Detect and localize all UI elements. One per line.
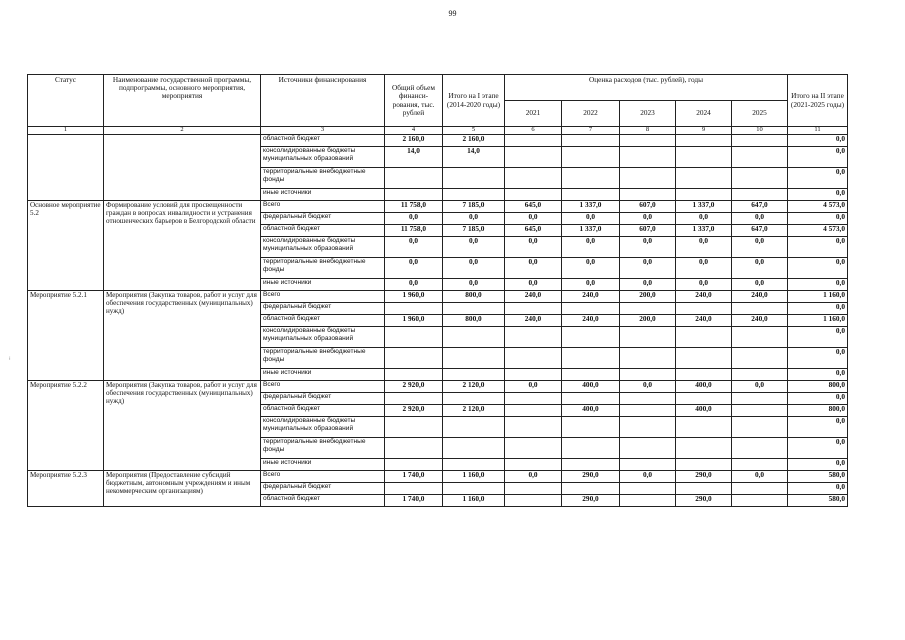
column-number: 2 — [104, 127, 261, 135]
amount-cell: 0,0 — [676, 236, 732, 257]
amount-cell — [505, 494, 562, 506]
stage2-total-cell: 4 573,0 — [788, 200, 848, 212]
amount-cell — [676, 392, 732, 404]
amount-cell: 200,0 — [620, 290, 676, 302]
amount-cell: 0,0 — [732, 278, 788, 290]
amount-cell: 290,0 — [562, 494, 620, 506]
amount-cell — [505, 134, 562, 146]
amount-cell: 2 120,0 — [443, 404, 505, 416]
amount-cell — [620, 416, 676, 437]
amount-cell: 0,0 — [385, 257, 443, 278]
amount-cell: 11 758,0 — [385, 224, 443, 236]
amount-cell — [443, 416, 505, 437]
amount-cell: 0,0 — [732, 236, 788, 257]
amount-cell — [620, 302, 676, 314]
header-year: 2024 — [676, 101, 732, 127]
header-status: Статус — [28, 75, 104, 127]
table-row — [28, 134, 848, 146]
amount-cell — [732, 347, 788, 368]
amount-cell: 400,0 — [562, 380, 620, 392]
column-number: 4 — [385, 127, 443, 135]
column-number: 1 — [28, 127, 104, 135]
amount-cell — [676, 302, 732, 314]
amount-cell: 1 337,0 — [562, 224, 620, 236]
amount-cell: 0,0 — [620, 236, 676, 257]
amount-cell: 0,0 — [443, 257, 505, 278]
funding-source: федеральный бюджет — [261, 482, 385, 494]
amount-cell — [620, 188, 676, 200]
amount-cell — [505, 392, 562, 404]
amount-cell — [385, 326, 443, 347]
header-total-volume: Общий объем финанси-рования, тыс. рублей — [385, 75, 443, 127]
amount-cell: 0,0 — [732, 212, 788, 224]
amount-cell: 0,0 — [676, 212, 732, 224]
amount-cell — [620, 134, 676, 146]
amount-cell: 0,0 — [676, 278, 732, 290]
funding-source: консолидированные бюджеты муниципальных образований — [261, 146, 385, 167]
amount-cell: 0,0 — [620, 257, 676, 278]
amount-cell — [562, 392, 620, 404]
amount-cell — [385, 347, 443, 368]
amount-cell: 0,0 — [443, 278, 505, 290]
stage2-total-cell: 0,0 — [788, 347, 848, 368]
amount-cell — [620, 326, 676, 347]
stage2-total-cell: 1 160,0 — [788, 290, 848, 302]
amount-cell — [505, 167, 562, 188]
funding-source: иные источники — [261, 278, 385, 290]
amount-cell — [562, 347, 620, 368]
amount-cell: 240,0 — [676, 314, 732, 326]
amount-cell: 0,0 — [505, 236, 562, 257]
stage2-total-cell: 800,0 — [788, 380, 848, 392]
funding-source: консолидированные бюджеты муниципальных образований — [261, 236, 385, 257]
amount-cell — [676, 416, 732, 437]
stage2-total-cell: 0,0 — [788, 458, 848, 470]
funding-source: федеральный бюджет — [261, 212, 385, 224]
amount-cell — [620, 494, 676, 506]
amount-cell: 1 337,0 — [676, 200, 732, 212]
amount-cell — [732, 416, 788, 437]
table-row — [28, 380, 848, 392]
amount-cell — [562, 482, 620, 494]
amount-cell: 0,0 — [620, 380, 676, 392]
table-header — [28, 75, 848, 135]
header-stage1: Итого на I этапе (2014-2020 годы) — [443, 75, 505, 127]
amount-cell: 0,0 — [505, 380, 562, 392]
funding-source: федеральный бюджет — [261, 302, 385, 314]
stage2-total-cell: 0,0 — [788, 278, 848, 290]
amount-cell: 0,0 — [732, 257, 788, 278]
amount-cell — [443, 302, 505, 314]
column-number: 3 — [261, 127, 385, 135]
amount-cell — [443, 392, 505, 404]
row-status: Мероприятие 5.2.2 — [28, 380, 104, 470]
amount-cell: 240,0 — [676, 290, 732, 302]
amount-cell — [562, 134, 620, 146]
stage2-total-cell: 0,0 — [788, 326, 848, 347]
amount-cell: 240,0 — [562, 314, 620, 326]
amount-cell — [732, 458, 788, 470]
amount-cell: 0,0 — [620, 470, 676, 482]
column-number: 9 — [676, 127, 732, 135]
header-year: 2025 — [732, 101, 788, 127]
amount-cell: 0,0 — [620, 278, 676, 290]
amount-cell — [443, 482, 505, 494]
amount-cell — [385, 416, 443, 437]
amount-cell: 240,0 — [505, 314, 562, 326]
amount-cell — [732, 188, 788, 200]
funding-source: Всего — [261, 290, 385, 302]
amount-cell — [620, 368, 676, 380]
amount-cell: 240,0 — [562, 290, 620, 302]
amount-cell — [562, 146, 620, 167]
funding-source: консолидированные бюджеты муниципальных образований — [261, 416, 385, 437]
amount-cell — [676, 188, 732, 200]
row-program-name: Формирование условий для просвещенности граждан в вопросах инвалидности и устранения отношенческих барьеров в Белгородской области — [104, 200, 261, 290]
column-number: 7 — [562, 127, 620, 135]
stage2-total-cell: 580,0 — [788, 494, 848, 506]
column-number: 10 — [732, 127, 788, 135]
stage2-total-cell: 0,0 — [788, 146, 848, 167]
amount-cell — [620, 437, 676, 458]
column-number: 8 — [620, 127, 676, 135]
amount-cell — [385, 167, 443, 188]
amount-cell: 7 185,0 — [443, 200, 505, 212]
stage2-total-cell: 0,0 — [788, 392, 848, 404]
column-number: 5 — [443, 127, 505, 135]
amount-cell: 0,0 — [676, 257, 732, 278]
amount-cell: 290,0 — [676, 470, 732, 482]
amount-cell — [620, 482, 676, 494]
amount-cell — [620, 404, 676, 416]
funding-source: консолидированные бюджеты муниципальных образований — [261, 326, 385, 347]
amount-cell — [732, 392, 788, 404]
amount-cell: 0,0 — [562, 278, 620, 290]
amount-cell — [732, 368, 788, 380]
amount-cell: 607,0 — [620, 200, 676, 212]
amount-cell — [443, 326, 505, 347]
amount-cell — [505, 482, 562, 494]
amount-cell: 607,0 — [620, 224, 676, 236]
table-row — [28, 470, 848, 482]
amount-cell — [732, 326, 788, 347]
header-year: 2022 — [562, 101, 620, 127]
amount-cell: 2 120,0 — [443, 380, 505, 392]
stage2-total-cell: 1 160,0 — [788, 314, 848, 326]
funding-source: федеральный бюджет — [261, 392, 385, 404]
stage2-total-cell: 0,0 — [788, 257, 848, 278]
row-status: Основное мероприятие 5.2 — [28, 200, 104, 290]
amount-cell — [732, 167, 788, 188]
stage2-total-cell: 0,0 — [788, 482, 848, 494]
amount-cell: 1 740,0 — [385, 494, 443, 506]
amount-cell — [443, 347, 505, 368]
funding-source: иные источники — [261, 458, 385, 470]
amount-cell — [732, 302, 788, 314]
amount-cell: 1 337,0 — [676, 224, 732, 236]
amount-cell: 0,0 — [562, 257, 620, 278]
amount-cell: 400,0 — [676, 380, 732, 392]
row-status: Мероприятие 5.2.1 — [28, 290, 104, 380]
amount-cell: 645,0 — [505, 200, 562, 212]
funding-source: иные источники — [261, 368, 385, 380]
amount-cell — [443, 368, 505, 380]
amount-cell — [732, 404, 788, 416]
amount-cell: 0,0 — [505, 257, 562, 278]
stage2-total-cell: 800,0 — [788, 404, 848, 416]
column-number: 6 — [505, 127, 562, 135]
table-row — [28, 200, 848, 212]
amount-cell — [562, 437, 620, 458]
funding-source: территориальные внебюджетные фонды — [261, 257, 385, 278]
row-program-name: Мероприятия (Закупка товаров, работ и услуг для обеспечения государственных (муниципальных) нужд) — [104, 380, 261, 470]
amount-cell — [732, 134, 788, 146]
amount-cell: 0,0 — [505, 278, 562, 290]
amount-cell — [562, 167, 620, 188]
row-program-name — [104, 134, 261, 200]
amount-cell — [385, 302, 443, 314]
funding-source: территориальные внебюджетные фонды — [261, 347, 385, 368]
amount-cell — [505, 188, 562, 200]
header-stage2: Итого на II этапе (2021-2025 годы) — [788, 75, 848, 127]
header-year: 2021 — [505, 101, 562, 127]
amount-cell: 1 160,0 — [443, 494, 505, 506]
stage2-total-cell: 0,0 — [788, 302, 848, 314]
amount-cell: 0,0 — [385, 278, 443, 290]
amount-cell: 0,0 — [620, 212, 676, 224]
row-program-name: Мероприятия (Предоставление субсидий бюджетным, автономным учреждениям и иным некоммерческим организациям) — [104, 470, 261, 506]
amount-cell — [732, 437, 788, 458]
header-estimate: Оценка расходов (тыс. рублей), годы — [505, 75, 788, 101]
amount-cell — [676, 326, 732, 347]
row-program-name: Мероприятия (Закупка товаров, работ и услуг для обеспечения государственных (муниципальных) нужд) — [104, 290, 261, 380]
funding-source: областной бюджет — [261, 494, 385, 506]
column-numbers-row — [28, 127, 848, 135]
amount-cell: 2 920,0 — [385, 380, 443, 392]
amount-cell — [505, 416, 562, 437]
amount-cell — [505, 302, 562, 314]
amount-cell — [443, 188, 505, 200]
amount-cell: 0,0 — [443, 236, 505, 257]
amount-cell — [385, 188, 443, 200]
amount-cell: 645,0 — [505, 224, 562, 236]
amount-cell: 400,0 — [562, 404, 620, 416]
funding-source: областной бюджет — [261, 404, 385, 416]
amount-cell: 290,0 — [562, 470, 620, 482]
amount-cell: 2 920,0 — [385, 404, 443, 416]
amount-cell — [443, 458, 505, 470]
funding-source: областной бюджет — [261, 314, 385, 326]
amount-cell — [732, 494, 788, 506]
budget-table — [27, 74, 848, 507]
funding-source: Всего — [261, 470, 385, 482]
amount-cell: 7 185,0 — [443, 224, 505, 236]
amount-cell: 0,0 — [505, 470, 562, 482]
amount-cell: 0,0 — [385, 236, 443, 257]
stage2-total-cell: 0,0 — [788, 236, 848, 257]
amount-cell — [676, 347, 732, 368]
amount-cell — [562, 458, 620, 470]
amount-cell: 400,0 — [676, 404, 732, 416]
amount-cell: 2 160,0 — [443, 134, 505, 146]
amount-cell: 1 960,0 — [385, 290, 443, 302]
amount-cell — [385, 392, 443, 404]
stage2-total-cell: 0,0 — [788, 188, 848, 200]
amount-cell: 0,0 — [562, 212, 620, 224]
amount-cell — [676, 146, 732, 167]
amount-cell: 290,0 — [676, 494, 732, 506]
amount-cell — [443, 437, 505, 458]
amount-cell — [676, 437, 732, 458]
amount-cell: 240,0 — [505, 290, 562, 302]
amount-cell: 14,0 — [443, 146, 505, 167]
row-status: Мероприятие 5.2.3 — [28, 470, 104, 506]
amount-cell: 1 337,0 — [562, 200, 620, 212]
amount-cell — [505, 404, 562, 416]
amount-cell — [505, 146, 562, 167]
amount-cell — [562, 326, 620, 347]
funding-source: Всего — [261, 380, 385, 392]
amount-cell — [676, 368, 732, 380]
stage2-total-cell: 0,0 — [788, 416, 848, 437]
funding-source: иные источники — [261, 188, 385, 200]
amount-cell: 800,0 — [443, 314, 505, 326]
amount-cell — [620, 392, 676, 404]
funding-source: территориальные внебюджетные фонды — [261, 437, 385, 458]
amount-cell: 1 160,0 — [443, 470, 505, 482]
amount-cell: 0,0 — [562, 236, 620, 257]
stage2-total-cell: 580,0 — [788, 470, 848, 482]
amount-cell: 14,0 — [385, 146, 443, 167]
amount-cell: 11 758,0 — [385, 200, 443, 212]
amount-cell — [505, 347, 562, 368]
amount-cell — [620, 347, 676, 368]
column-number: 11 — [788, 127, 848, 135]
stage2-total-cell: 0,0 — [788, 167, 848, 188]
amount-cell — [620, 167, 676, 188]
amount-cell — [443, 167, 505, 188]
amount-cell: 200,0 — [620, 314, 676, 326]
amount-cell: 0,0 — [505, 212, 562, 224]
amount-cell — [505, 326, 562, 347]
stage2-total-cell: 0,0 — [788, 212, 848, 224]
stage2-total-cell: 0,0 — [788, 368, 848, 380]
table-row — [28, 290, 848, 302]
row-status — [28, 134, 104, 200]
funding-source: территориальные внебюджетные фонды — [261, 167, 385, 188]
header-year: 2023 — [620, 101, 676, 127]
amount-cell — [505, 368, 562, 380]
funding-source: областной бюджет — [261, 134, 385, 146]
amount-cell — [385, 458, 443, 470]
amount-cell: 240,0 — [732, 290, 788, 302]
amount-cell — [505, 437, 562, 458]
amount-cell — [620, 458, 676, 470]
amount-cell: 647,0 — [732, 200, 788, 212]
funding-source: Всего — [261, 200, 385, 212]
amount-cell: 647,0 — [732, 224, 788, 236]
amount-cell: 1 740,0 — [385, 470, 443, 482]
header-name: Наименование государственной программы, подпрограммы, основного мероприятия, мероприятия — [104, 75, 261, 127]
amount-cell: 0,0 — [732, 380, 788, 392]
amount-cell — [562, 188, 620, 200]
stage2-total-cell: 4 573,0 — [788, 224, 848, 236]
amount-cell — [676, 482, 732, 494]
funding-source: областной бюджет — [261, 224, 385, 236]
stage2-total-cell: 0,0 — [788, 134, 848, 146]
amount-cell: 0,0 — [443, 212, 505, 224]
scan-artifact: ⁝ — [9, 357, 11, 362]
amount-cell — [385, 482, 443, 494]
amount-cell — [385, 437, 443, 458]
amount-cell — [562, 302, 620, 314]
amount-cell — [676, 167, 732, 188]
header-sources: Источники финансирования — [261, 75, 385, 127]
amount-cell — [505, 458, 562, 470]
amount-cell — [620, 146, 676, 167]
page-number: 99 — [448, 9, 457, 18]
amount-cell — [385, 368, 443, 380]
amount-cell: 1 960,0 — [385, 314, 443, 326]
amount-cell — [676, 458, 732, 470]
amount-cell: 2 160,0 — [385, 134, 443, 146]
amount-cell: 0,0 — [385, 212, 443, 224]
amount-cell — [676, 134, 732, 146]
amount-cell: 800,0 — [443, 290, 505, 302]
amount-cell — [562, 416, 620, 437]
amount-cell: 0,0 — [732, 470, 788, 482]
amount-cell — [562, 368, 620, 380]
amount-cell: 240,0 — [732, 314, 788, 326]
amount-cell — [732, 482, 788, 494]
stage2-total-cell: 0,0 — [788, 437, 848, 458]
amount-cell — [732, 146, 788, 167]
table-body — [28, 134, 848, 506]
